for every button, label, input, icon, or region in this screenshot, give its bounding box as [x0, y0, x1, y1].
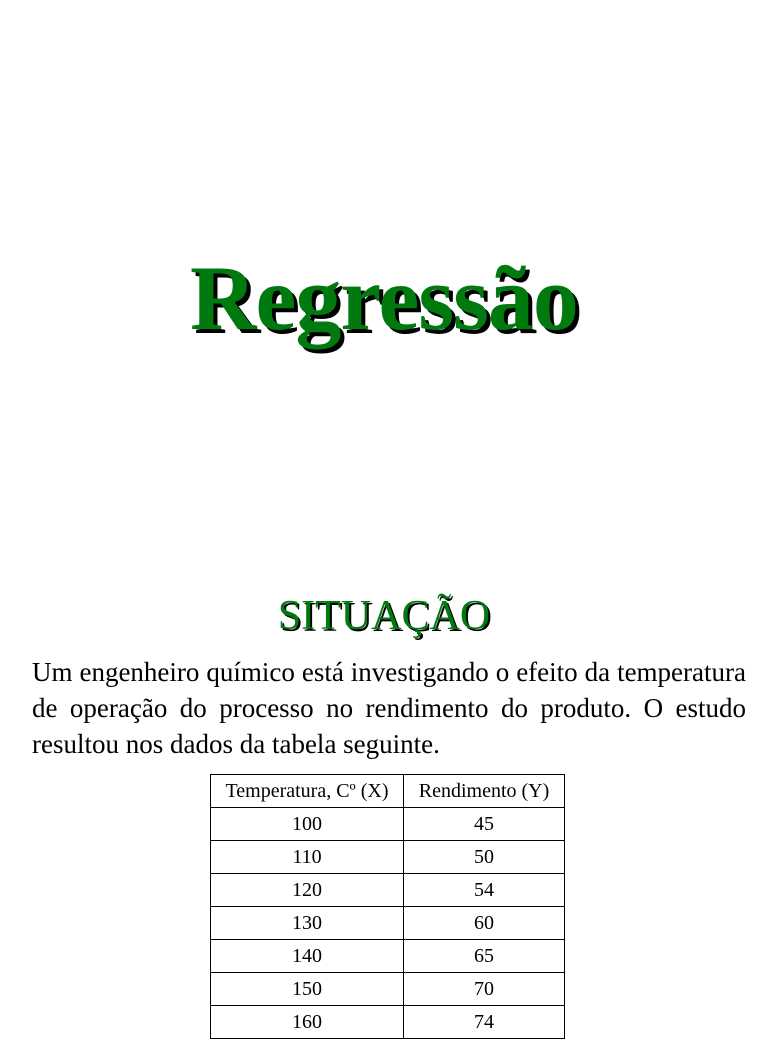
table-row	[211, 907, 565, 940]
page-title: Regressão	[190, 247, 578, 349]
table-row	[211, 940, 565, 973]
column-header-temperature: Temperatura, Cº (X)	[211, 775, 404, 808]
data-table	[210, 774, 565, 1039]
table-row	[211, 874, 565, 907]
table-cell-yield: 65	[404, 940, 565, 973]
table-cell-yield: 70	[404, 973, 565, 1006]
table-cell-yield: 60	[404, 907, 565, 940]
table-cell-temperature: 100	[211, 808, 404, 841]
table-header-row	[211, 775, 565, 808]
table-cell-yield: 74	[404, 1006, 565, 1039]
table-cell-temperature: 110	[211, 841, 404, 874]
column-header-yield: Rendimento (Y)	[404, 775, 565, 808]
table-cell-yield: 50	[404, 841, 565, 874]
table-row	[211, 1006, 565, 1039]
table-row	[211, 973, 565, 1006]
table-cell-yield: 54	[404, 874, 565, 907]
table-cell-temperature: 120	[211, 874, 404, 907]
table-cell-yield: 45	[404, 808, 565, 841]
section-heading: SITUAÇÃO	[277, 593, 491, 639]
table-cell-temperature: 150	[211, 973, 404, 1006]
table-cell-temperature: 160	[211, 1006, 404, 1039]
table-cell-temperature: 130	[211, 907, 404, 940]
table-row	[211, 808, 565, 841]
table-cell-temperature: 140	[211, 940, 404, 973]
situation-paragraph: Um engenheiro químico está investigando o efeito da temperatura de operação do processo no rendimento do produto. O estudo resultou nos dados da tabela seguinte.	[32, 657, 746, 759]
table-row	[211, 841, 565, 874]
